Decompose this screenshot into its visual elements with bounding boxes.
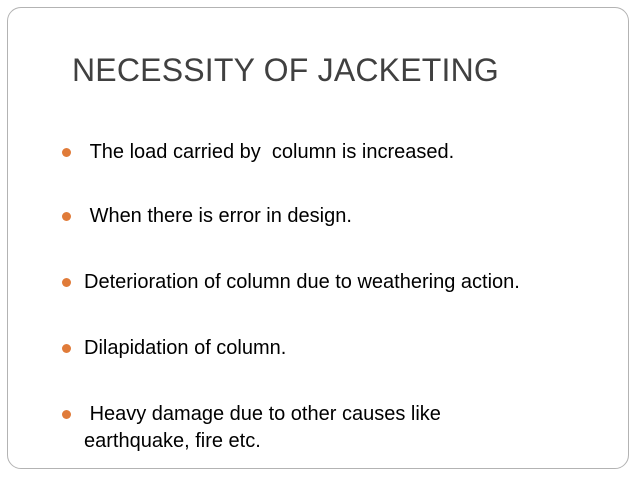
- bullet-text: When there is error in design.: [84, 205, 352, 227]
- bullet-text: Heavy damage due to other causes like earthquake, fire etc.: [84, 403, 447, 452]
- bullet-dot-icon: [62, 278, 71, 287]
- bullet-item: [62, 203, 602, 230]
- bullet-dot-icon: [62, 148, 71, 157]
- bullet-text: The load carried by column is increased.: [84, 141, 455, 163]
- slide-title: NECESSITY OF JACKETING: [72, 52, 499, 88]
- bullet-text: Dilapidation of column.: [84, 337, 287, 359]
- bullet-item: [62, 139, 602, 166]
- bullet-item: [62, 269, 602, 296]
- bullet-item: [62, 401, 522, 455]
- bullet-dot-icon: [62, 212, 71, 221]
- bullet-item: [62, 335, 602, 362]
- bullet-dot-icon: [62, 344, 71, 353]
- bullet-dot-icon: [62, 410, 71, 419]
- bullet-text: Deterioration of column due to weathering action.: [84, 271, 520, 293]
